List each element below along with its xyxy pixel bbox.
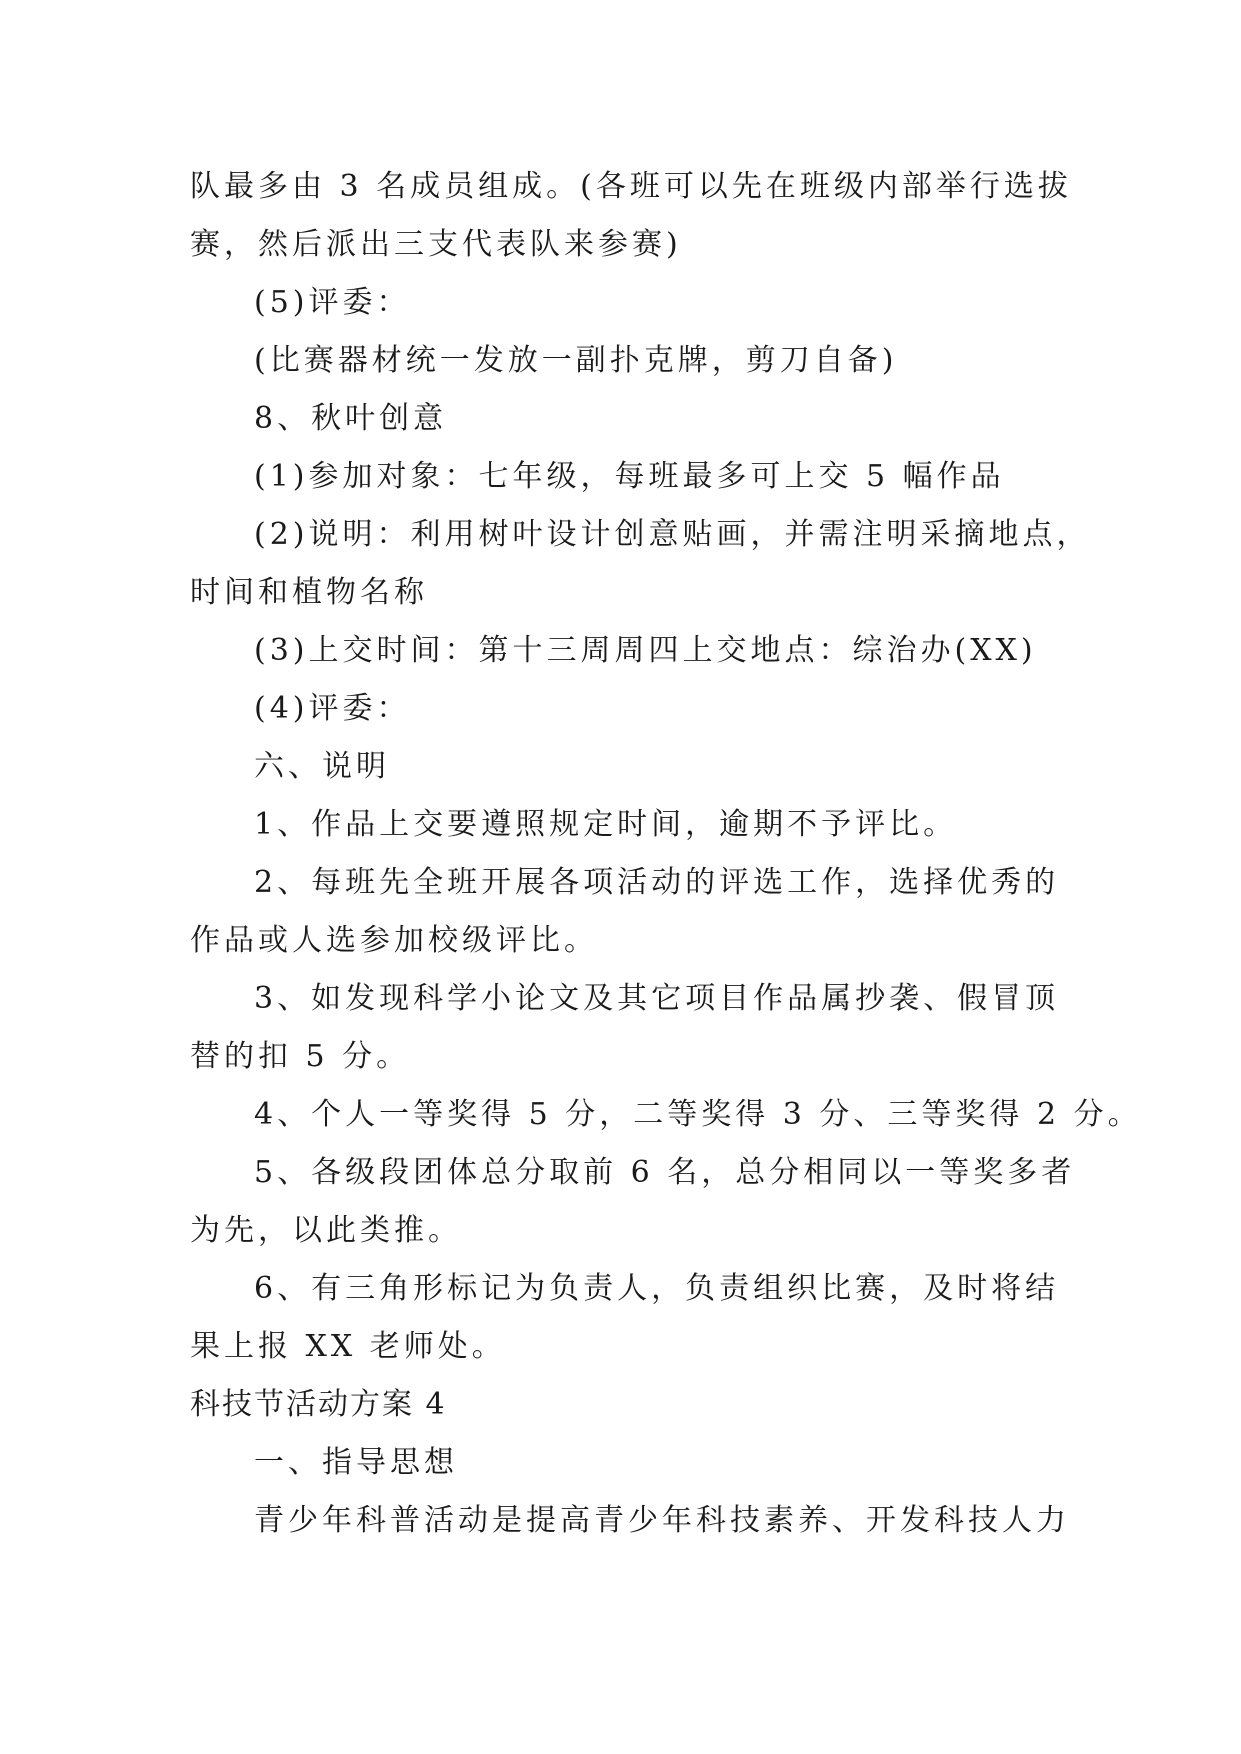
- text-line: 赛，然后派出三支代表队来参赛): [190, 227, 682, 262]
- text-line: (2)说明：利用树叶设计创意贴画，并需注明采摘地点，: [254, 517, 1091, 552]
- text-line: 3、如发现科学小论文及其它项目作品属抄袭、假冒顶: [254, 981, 1060, 1016]
- text-line: 1、作品上交要遵照规定时间，逾期不予评比。: [254, 807, 958, 842]
- text-line: (4)评委：: [254, 691, 411, 726]
- text-line: 作品或人选参加校级评比。: [190, 923, 598, 958]
- text-line: (3)上交时间：第十三周周四上交地点：综治办(XX): [254, 633, 1037, 668]
- text-line: (1)参加对象：七年级，每班最多可上交 5 幅作品: [254, 459, 1005, 494]
- section-heading: 六、说明: [254, 749, 390, 784]
- document-title: 科技节活动方案 4: [190, 1387, 447, 1422]
- text-line: 青少年科普活动是提高青少年科技素养、开发科技人力: [254, 1503, 1070, 1538]
- text-line: (比赛器材统一发放一副扑克牌，剪刀自备): [254, 343, 898, 378]
- text-line: 4、个人一等奖得 5 分，二等奖得 3 分、三等奖得 2 分。: [254, 1097, 1142, 1132]
- text-line: 替的扣 5 分。: [190, 1039, 411, 1074]
- text-line: 为先，以此类推。: [190, 1213, 462, 1248]
- text-line: 果上报 XX 老师处。: [190, 1329, 506, 1364]
- section-heading: 一、指导思想: [254, 1445, 458, 1480]
- text-line: 队最多由 3 名成员组成。(各班可以先在班级内部举行选拔: [190, 169, 1072, 204]
- document-body: [190, 158, 1142, 1550]
- text-line: 6、有三角形标记为负责人，负责组织比赛，及时将结: [254, 1271, 1060, 1306]
- text-line: (5)评委：: [254, 285, 411, 320]
- text-line: 时间和植物名称: [190, 575, 428, 610]
- text-line: 5、各级段团体总分取前 6 名，总分相同以一等奖多者: [254, 1155, 1076, 1190]
- text-line: 2、每班先全班开展各项活动的评选工作，选择优秀的: [254, 865, 1060, 900]
- section-heading: 8、秋叶创意: [254, 401, 448, 436]
